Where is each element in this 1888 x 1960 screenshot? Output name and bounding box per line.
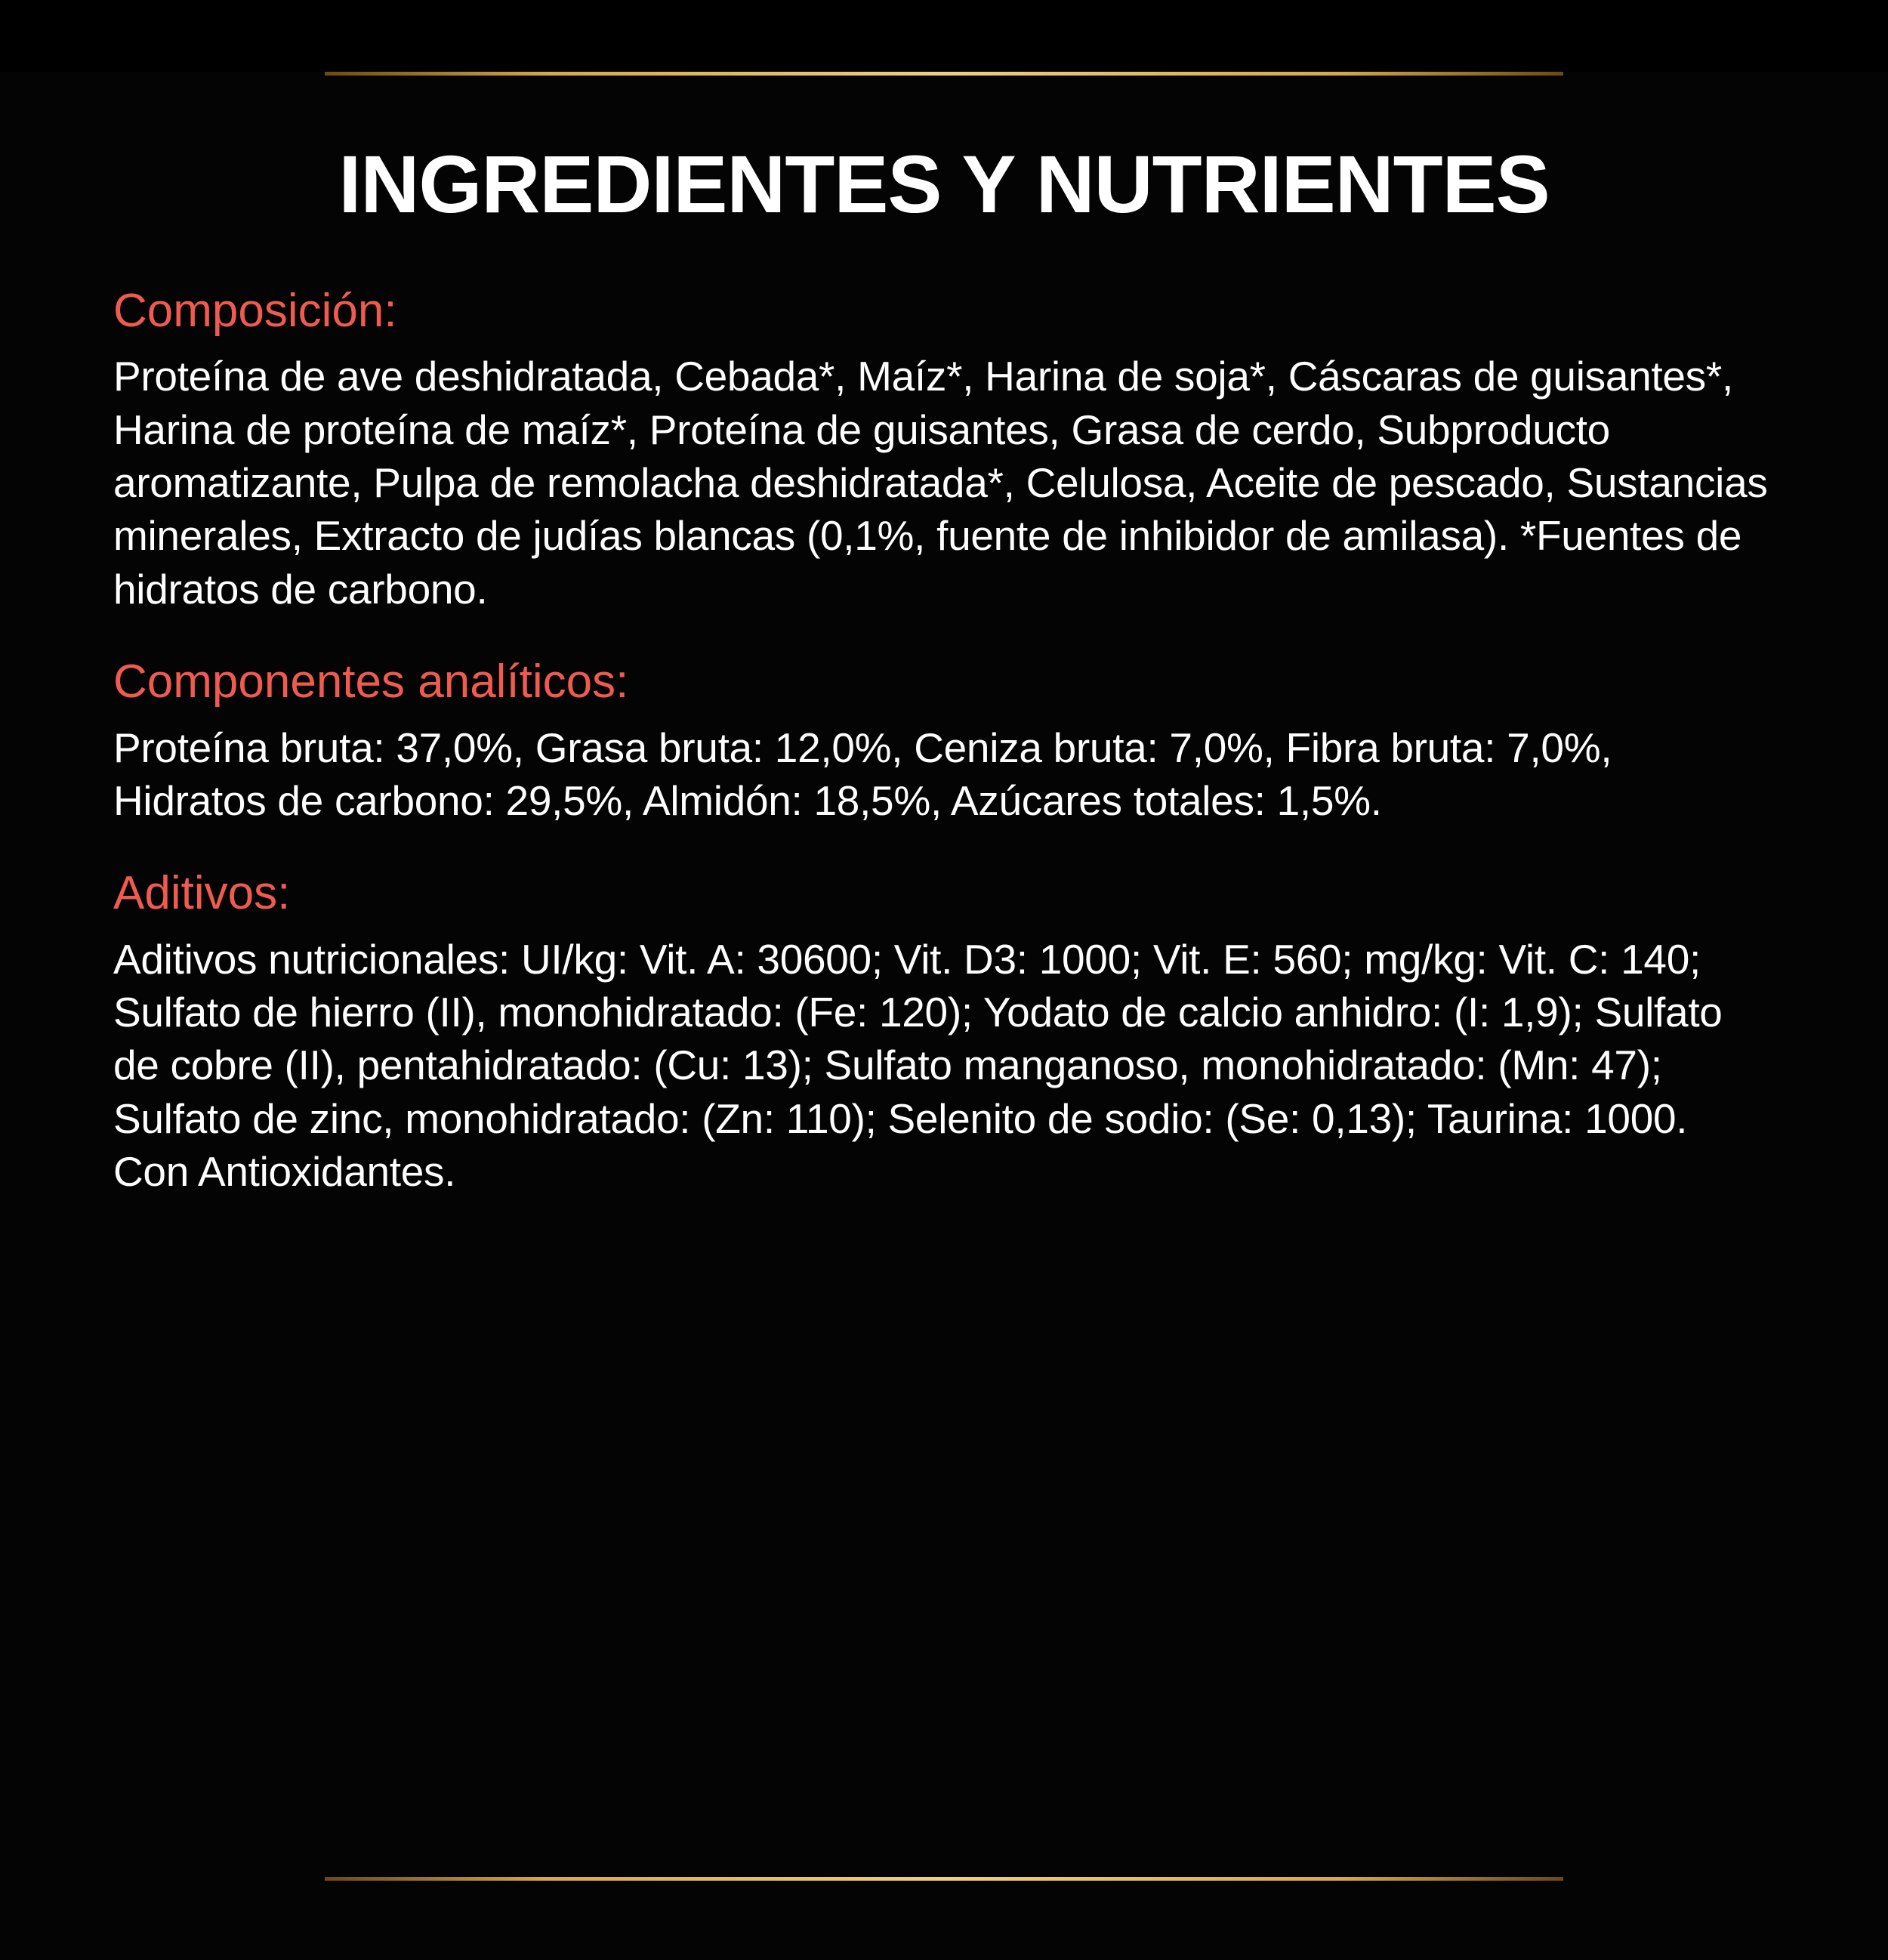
section-composicion	[113, 284, 1771, 616]
bottom-divider	[325, 1877, 1563, 1881]
top-divider	[325, 72, 1563, 76]
section-componentes-analiticos	[113, 655, 1771, 827]
section-heading-componentes-analiticos: Componentes analíticos:	[113, 656, 629, 708]
section-body-aditivos: Aditivos nutricionales: UI/kg: Vit. A: 30600; Vit. D3: 1000; Vit. E: 560; mg/kg: Vit. C: 140; Sulfato de hierro (II), monohidratado: (Fe: 120); Yodato de calcio anhidro: (I: 1,9); Sulfato de cobre (II), pentahidratado: (Cu: 13); Sulfato manganoso, monohidratado: (Mn: 47); Sulfato de zinc, monohidratado: (Zn: 110); Selenito de sodio: (Se: 0,13); Taurina: 1000. Con Antioxidantes.	[113, 935, 1723, 1196]
section-heading-composicion: Composición:	[113, 285, 397, 337]
section-body-composicion: Proteína de ave deshidratada, Cebada*, Maíz*, Harina de soja*, Cáscaras de guisantes*, Harina de proteína de maíz*, Proteína de guisantes, Grasa de cerdo, Subproducto aromatizante, Pulpa de remolacha deshidratada*, Celulosa, Aceite de pescado, Sustancias minerales, Extracto de judías blancas (0,1%, fuente de inhibidor de amilasa). *Fuentes de hidratos de carbono.	[113, 353, 1768, 613]
section-body-componentes-analiticos: Proteína bruta: 37,0%, Grasa bruta: 12,0%, Ceniza bruta: 7,0%, Fibra bruta: 7,0%, Hidratos de carbono: 29,5%, Almidón: 18,5%, Azúcares totales: 1,5%.	[113, 724, 1612, 824]
section-heading-aditivos: Aditivos:	[113, 867, 291, 920]
section-aditivos	[113, 866, 1771, 1198]
ingredients-panel	[0, 72, 1888, 1960]
page-title: INGREDIENTES Y NUTRIENTES	[338, 138, 1550, 230]
sections-container	[113, 284, 1775, 1199]
